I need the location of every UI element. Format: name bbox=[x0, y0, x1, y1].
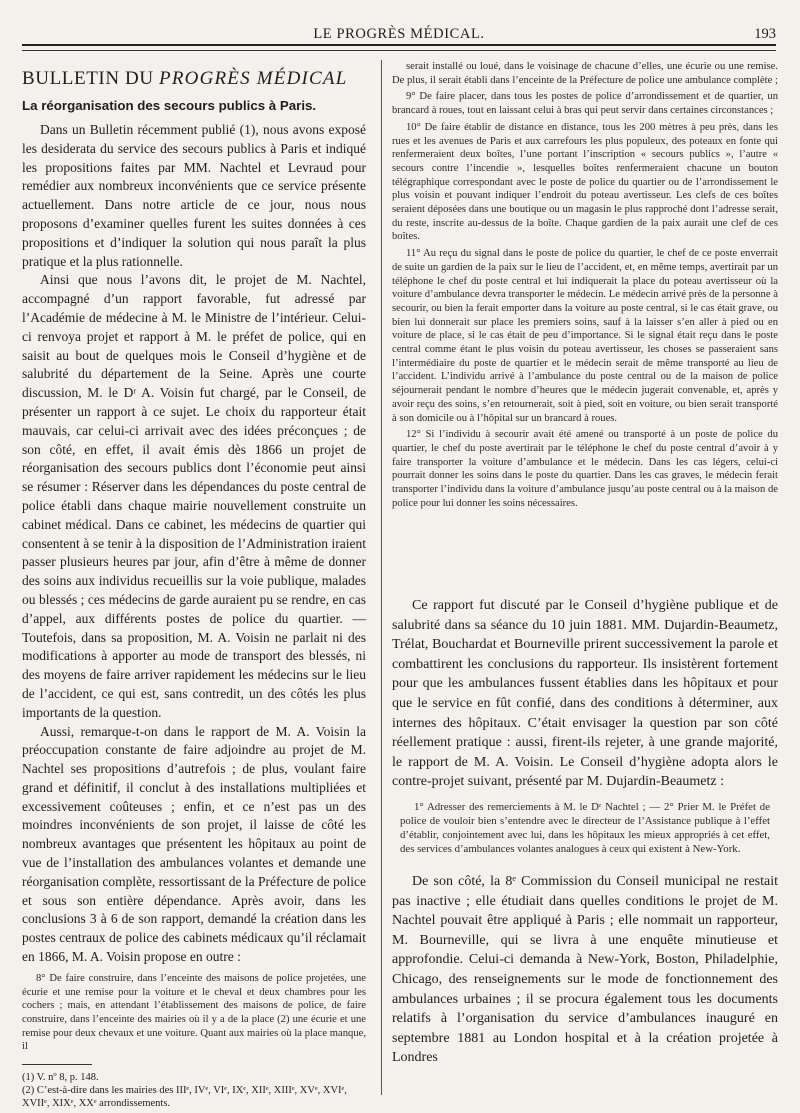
bulletin-prefix: BULLETIN DU bbox=[22, 68, 154, 89]
journal-title: LE PROGRÈS MÉDICAL. bbox=[313, 26, 485, 42]
header-rule-thick bbox=[22, 44, 776, 46]
article-paragraph: Ainsi que nous l’avons dit, le projet de M. Nachtel, accompagné d’un rapport favorable, fut adressé par l’Académie de médecine à M. le Ministre de l’intérieur. Celui-ci renvoya projet et rapport à M. le préfet de police, qui en saisit au bout de quelques mois le Conseil d’hygiène et de salubrité du département de la Seine. Après une courte discussion, M. le Dʳ A. Voisin fut chargé, par le Conseil, de présenter un rapport à ce sujet. Le choix du rapporteur était mauvais, car celui-ci arrivait avec des idées préconçues ; de son côté, en effet, il avait émis dès 1866 un projet de réorganisation des secours publics dont l’économie peut ainsi se résumer : Réserver dans les dépendances du poste central de police établi dans chaque mairie nouvellement construite un cabinet médical. Dans ce cabinet, les médecins de quartier qui consentent à se tenir à la disposition de l’Administration iraient passer plusieurs heures par jour, afin d’être à même de donner des soins aux individus recueillis sur la voie publique, malades ou blessés ; ces médecins de garde auraient pu se rendre, en cas d’appel, aux différents postes de police du quartier. — Toutefois, dans sa proposition, M. A. Voisin ne parlait ni des modifications à apporter au mode de transport des blessés, ni des moyens de faire arriver rapidement les médecins sur le lieu de l’accident, ce qui est, sans contredit, un des côtés les plus importants de la question. bbox=[22, 272, 366, 720]
quoted-proposal: 9° De faire placer, dans tous les postes de police d’arrondissement et de quartier, un brancard à roues, tout en laissant celui à bras qui peut servir dans certaines circonstances ; bbox=[392, 91, 778, 117]
article-paragraph: Aussi, remarque-t-on dans le rapport de M. A. Voisin la préoccupation constante de faire adjoindre au projet de M. Nachtel ses propositions d’autrefois ; de plus, voulant faire grand et définitif, il conclut à des installations multipliées et excessivement coûteuses ; enfin, et ce n’est pas un des moindres inconvénients de son projet, il laisse de côté les nombreux avantages que présentent les hôpitaux au point de vue de l’installation des ambulances volantes et demande une réorganisation complète, ressortissant de la Préfecture de police et sous son entière dépendance. Après avoir, dans les conclusions 3 à 6 de son rapport, demandé la création dans les postes centraux de police des cabinets médicaux qu’il réclamait en 1866, M. A. Voisin propose en outre : bbox=[22, 723, 366, 965]
left-column bbox=[22, 60, 366, 1110]
article-paragraph: Dans un Bulletin récemment publié (1), nous avons exposé les desiderata du service des secours publics à Paris et indiqué les propositions faites par MM. Nachtel et Levraud pour remédier aux nombreux inconvénients que ce service présente actuellement. Dans notre article de ce jour, nous nous proposons d’examiner quelles furent les suites données à ces propositions et d’indiquer la solution qui nous paraît la plus pratique et la plus rationnelle. bbox=[22, 122, 366, 269]
quoted-proposal: 12° Si l’individu à secourir avait été amené ou transporté à un poste de police du quartier, le chef du poste avertirait par le téléphone le chef du poste central d’avoir à y faire transporter la voiture d’ambulance et le médecin. Dans les cas légers, celui-ci pourrait donner les soins dans le poste du quartier. Dans les cas graves, le médecin ferait transporter l’individu dans la voiture d’ambulance jusqu’au poste central ou à la maison de police pour lui donner les soins nécessaires. bbox=[392, 429, 778, 509]
right-column-text bbox=[392, 596, 778, 1096]
footnote: (2) C’est-à-dire dans les mairies des IIIᵉ, IVᵉ, VIᵉ, IXᵉ, XIIᵉ, XIIIᵉ, XVᵉ, XVIᵉ, XVIIᵉ, XIXᵉ, XXᵉ arrondissements. bbox=[22, 1085, 347, 1110]
footnote-rule bbox=[22, 1064, 92, 1065]
header-rule-thin bbox=[22, 50, 776, 51]
article-paragraph: Ce rapport fut discuté par le Conseil d’hygiène publique et de salubrité dans sa séance du 10 juin 1881. MM. Dujardin-Beaumetz, Trélat, Bouchardat et Bourneville prirent successivement la parole et combattirent les conclusions du rapporteur. Ils insistèrent fortement pour que les ambulances fussent établies dans les hôpitaux et pour que le service en fût confié, dans des conditions à déterminer, aux internes des hôpitaux. C’était envisager la question par son côté réellement pratique : aussi, firent-ils rejeter, à une grande majorité, le rapport de M. A. Voisin. Le Conseil d’hygiène adopta alors le contre-projet suivant, présenté par M. Dujardin-Beaumetz : bbox=[392, 598, 778, 790]
page-number: 193 bbox=[754, 26, 776, 42]
column-separator bbox=[381, 60, 382, 1095]
quoted-proposal: 8° De faire construire, dans l’enceinte des maisons de police projetées, une écurie et une remise pour la voiture et le cheval et deux chambres pour les cochers ; mais, en attendant l’établissement des maisons de police, de faire construire, dans l’enceinte des mairies où il y a de la place (2) une écurie et une remise pour deux chevaux et une voiture. Quant aux mairies où la place manque, il bbox=[22, 972, 366, 1053]
bulletin-journal-name: PROGRÈS MÉDICAL bbox=[159, 68, 348, 89]
quoted-proposal: 11° Au reçu du signal dans le poste de police du quartier, le chef de ce poste enverrait de suite un gardien de la paix sur le lieu de l’accident, et, en même temps, avertirait par un téléphone le chef du poste central et lui indiquerait la place du poteau avertisseur où la voiture d’ambulance devra transporter le médecin. Le médecin arrivé près de la personne à secourir, ou bien la ferait emporter dans la voiture au poste central, si le cas était grave, ou bien lui donnerait sur place les premiers soins, sauf à la laisser s’en aller à pied ou en voiture de place, si le cas était de peu d’importance. Si le signal était reçu dans le poste central comme étant le plus voisin du poteau avertisseur, les choses se passeraient sans l’intermédiaire du poste de quartier et le médecin serait de même transporté au lieu de l’accident. L’individu arrivé à l’ambulance du poste central ou de la maison de police séjournerait pendant le nombre d’heures que le médecin jugerait convenable, et, après y avoir reçu des soins, s’en retournerait, soit à pied, soit en voiture, ou bien serait transporté à son domicile ou à l’hôpital sur un brancard à roues. bbox=[392, 248, 778, 424]
counter-proposal-quote: 1° Adresser des remerciements à M. le Dʳ Nachtel ; — 2° Prier M. le Préfet de police de vouloir bien s’entendre avec le directeur de l’Assistance publique à l’effet d’établir, conjointement avec lui, dans les hôpitaux les mieux appropriés à cet effet, des services d’ambulances volantes analogues à ceux qui existent à New-York. bbox=[400, 800, 770, 855]
page-header bbox=[22, 22, 776, 46]
bulletin-heading bbox=[22, 68, 366, 90]
quoted-proposal: 10° De faire établir de distance en distance, tous les 200 mètres à peu près, dans les rues et les avenues de Paris et aux carrefours les plus populeux, des poteaux en fonte qui renfermeraient deux boîtes, l’une portant l’inscription « secours publics », l’autre « secours contre l’incendie », lesquelles boîtes renfermeraient chacune un bouton télégraphique correspondant avec le poste de police du quartier ou de l’arrondissement le plus voisin et pouvant indiquer l’endroit du poteau avertisseur. Les clefs de ces boîtes seraient déposées dans une boutique ou un magasin le plus rapproché dont l’adresse serait, du reste, inscrite au-dessus de la boîte. Chaque gardien de la paix aurait une clef de ces boîtes. bbox=[392, 121, 778, 243]
right-column-quoted-proposals bbox=[392, 60, 778, 588]
article-paragraph: De son côté, la 8ᵉ Commission du Conseil municipal ne restait pas inactive ; elle étudiait dans quelles conditions le projet de M. Nachtel pouvait être appliqué à Paris ; elle nommait un rapporteur, M. Bourneville, qui se livra à une enquête minutieuse et approfondie. Celui-ci demanda à New-York, Boston, Philadelphie, Chicago, des renseignements sur le mode de fonctionnement des ambulances urbaines ; il se procura également tous les documents relatifs à l’organisation du service d’ambulances inauguré en septembre 1881 au London hospital et à la création projetée à Londres bbox=[392, 873, 778, 1066]
footnote: (1) V. nº 8, p. 148. bbox=[22, 1072, 99, 1084]
article-title: La réorganisation des secours publics à Paris. bbox=[22, 98, 317, 113]
quoted-proposal: serait installé ou loué, dans le voisinage de chacune d’elles, une écurie ou une remise. De plus, il serait établi dans l’enceinte de la Préfecture de police une ambulance complète ; bbox=[392, 61, 778, 86]
